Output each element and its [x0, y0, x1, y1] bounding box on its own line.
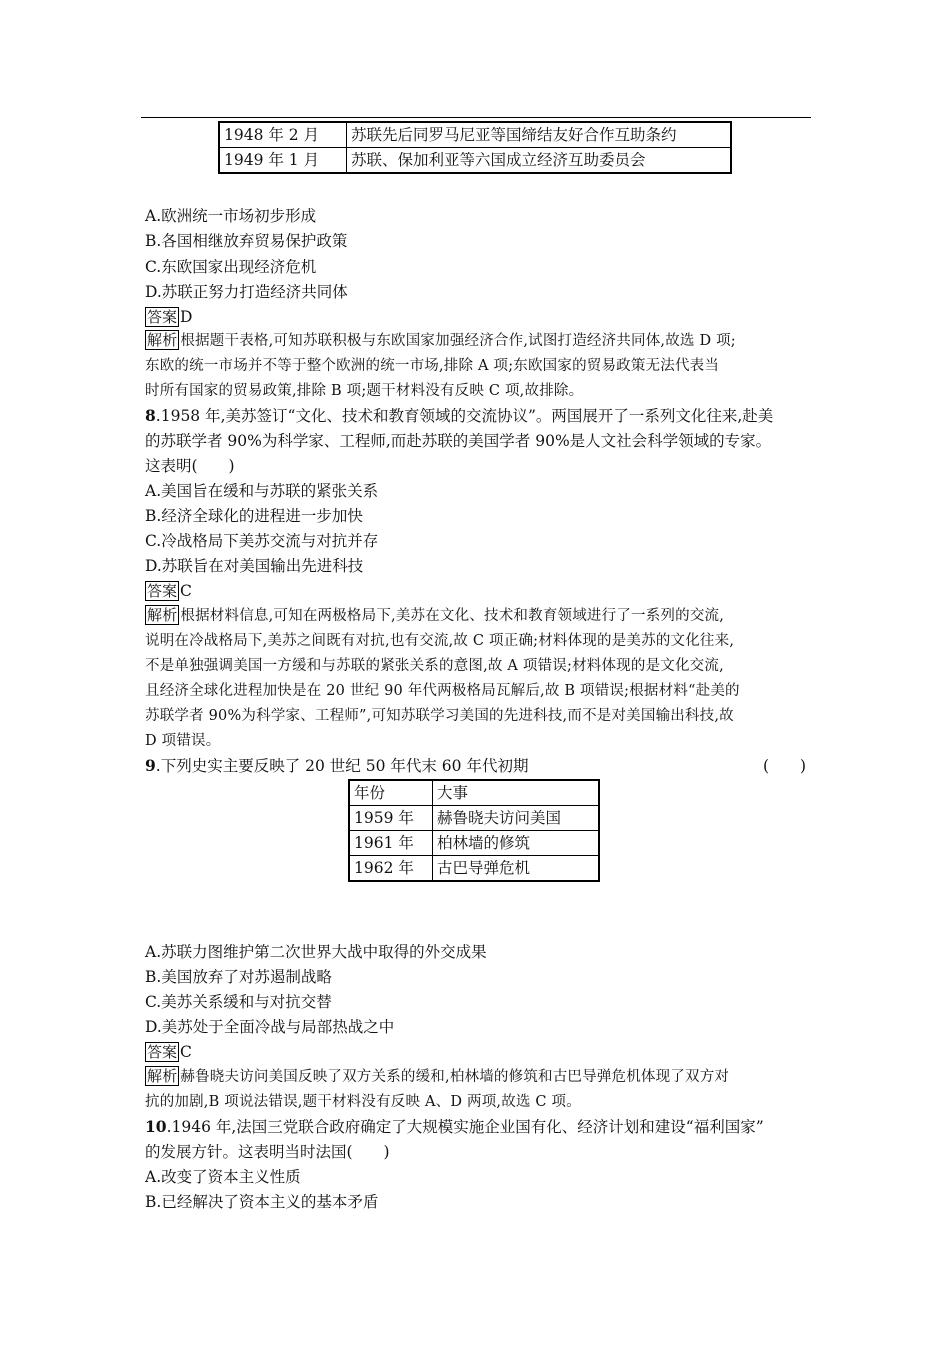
q7-option-a: A.欧洲统一市场初步形成: [145, 207, 317, 225]
q8-analysis-line-4: 且经济全球化进程加快是在 20 世纪 90 年代两极格局瓦解后,故 B 项错误;根据材料“赴美的: [145, 683, 740, 699]
q9-option-c: C.美苏关系缓和与对抗交替: [145, 993, 332, 1011]
table-row: [349, 831, 599, 856]
q7-option-d: D.苏联正努力打造经济共同体: [145, 283, 348, 301]
q8-option-d: D.苏联旨在对美国输出先进科技: [145, 557, 364, 575]
analysis-text: 根据题干表格,可知苏联积极与东欧国家加强经济合作,试图打造经济共同体,故选 D 项;: [180, 333, 736, 349]
analysis-tag: 解析: [147, 606, 178, 624]
q7-answer: [145, 306, 192, 328]
analysis-tag: 解析: [147, 1067, 178, 1085]
table-row: [349, 856, 599, 882]
q8-stem-line-3: 这表明( ): [145, 457, 235, 475]
q10-option-a: A.改变了资本主义性质: [145, 1168, 301, 1186]
table-cell-event: 苏联、保加利亚等六国成立经济互助委员会: [347, 148, 732, 174]
q9-answer-blank: ( ): [763, 757, 807, 775]
table-cell-date: 1948 年 2 月: [219, 122, 347, 148]
q9-answer: [145, 1041, 192, 1063]
q7-option-b: B.各国相继放弃贸易保护政策: [145, 232, 348, 250]
stem-text: .下列史实主要反映了 20 世纪 50 年代末 60 年代初期: [155, 757, 529, 775]
q8-analysis-line-5: 苏联学者 90%为科学家、工程师”,可知苏联学习美国的先进科技,而不是对美国输出科技,故: [145, 708, 734, 724]
q7-option-c: C.东欧国家出现经济危机: [145, 258, 317, 276]
analysis-text: 根据材料信息,可知在两极格局下,美苏在文化、技术和教育领域进行了一系列的交流,: [180, 608, 725, 624]
q8-answer: [145, 580, 192, 602]
q9-analysis-line-1: [145, 1066, 729, 1088]
table-cell-date: 1949 年 1 月: [219, 148, 347, 174]
question-number: 9: [145, 756, 156, 775]
table-header-year: 年份: [349, 780, 433, 806]
q8-analysis-line-6: D 项错误。: [145, 733, 221, 749]
answer-tag: 答案: [147, 582, 178, 600]
table-cell-year: 1959 年: [349, 806, 433, 831]
answer-value: C: [180, 1043, 192, 1061]
answer-value: D: [180, 308, 193, 326]
table-header-row: [349, 780, 599, 806]
table-cell-year: 1962 年: [349, 856, 433, 882]
table-cell-event: 赫鲁晓夫访问美国: [433, 806, 600, 831]
stem-text: .1958 年,美苏签订“文化、技术和教育领域的交流协议”。两国展开了一系列文化往来,赴美: [155, 407, 774, 425]
q9-stem: [145, 755, 528, 777]
q7-analysis-line-3: 时所有国家的贸易政策,排除 B 项;题干材料没有反映 C 项,故排除。: [145, 383, 584, 399]
q10-option-b: B.已经解决了资本主义的基本矛盾: [145, 1193, 379, 1211]
table-cell-event: 柏林墙的修筑: [433, 831, 600, 856]
header-rule: [141, 117, 811, 118]
table-row: [219, 148, 731, 174]
q9-option-d: D.美苏处于全面冷战与局部热战之中: [145, 1018, 395, 1036]
q8-stem-line-1: [145, 405, 773, 427]
table-header-event: 大事: [433, 780, 600, 806]
q8-analysis-line-1: [145, 605, 724, 627]
events-table-1959-1962: [348, 779, 600, 882]
question-number: 10: [145, 1117, 167, 1136]
table-cell-event: 古巴导弹危机: [433, 856, 600, 882]
events-table-1948-1949: [218, 121, 732, 174]
q9-option-a: A.苏联力图维护第二次世界大战中取得的外交成果: [145, 943, 487, 961]
q10-stem-line-1: [145, 1116, 764, 1138]
answer-tag: 答案: [147, 1043, 178, 1061]
q7-analysis-line-2: 东欧的统一市场并不等于整个欧洲的统一市场,排除 A 项;东欧国家的贸易政策无法代表当: [145, 358, 720, 374]
q9-option-b: B.美国放弃了对苏遏制战略: [145, 968, 332, 986]
q8-analysis-line-2: 说明在冷战格局下,美苏之间既有对抗,也有交流,故 C 项正确;材料体现的是美苏的文化往来,: [145, 633, 735, 649]
table-cell-event: 苏联先后同罗马尼亚等国缔结友好合作互助条约: [347, 122, 732, 148]
q10-stem-line-2: 的发展方针。这表明当时法国( ): [145, 1143, 390, 1161]
q8-option-c: C.冷战格局下美苏交流与对抗并存: [145, 532, 379, 550]
table-row: [349, 806, 599, 831]
answer-tag: 答案: [147, 308, 178, 326]
q8-analysis-line-3: 不是单独强调美国一方缓和与苏联的紧张关系的意图,故 A 项错误;材料体现的是文化交流,: [145, 658, 724, 674]
q8-stem-line-2: 的苏联学者 90%为科学家、工程师,而赴苏联的美国学者 90%是人文社会科学领域的专家。: [145, 432, 772, 450]
stem-text: .1946 年,法国三党联合政府确定了大规模实施企业国有化、经济计划和建设“福利国家”: [166, 1118, 764, 1136]
q7-analysis-line-1: [145, 330, 736, 352]
question-number: 8: [145, 406, 156, 425]
answer-value: C: [180, 582, 192, 600]
analysis-tag: 解析: [147, 331, 178, 349]
table-row: [219, 122, 731, 148]
q9-analysis-line-2: 抗的加剧,B 项说法错误,题干材料没有反映 A、D 两项,故选 C 项。: [145, 1094, 581, 1110]
table-cell-year: 1961 年: [349, 831, 433, 856]
q8-option-a: A.美国旨在缓和与苏联的紧张关系: [145, 482, 379, 500]
analysis-text: 赫鲁晓夫访问美国反映了双方关系的缓和,柏林墙的修筑和古巴导弹危机体现了双方对: [180, 1069, 730, 1085]
q8-option-b: B.经济全球化的进程进一步加快: [145, 507, 363, 525]
